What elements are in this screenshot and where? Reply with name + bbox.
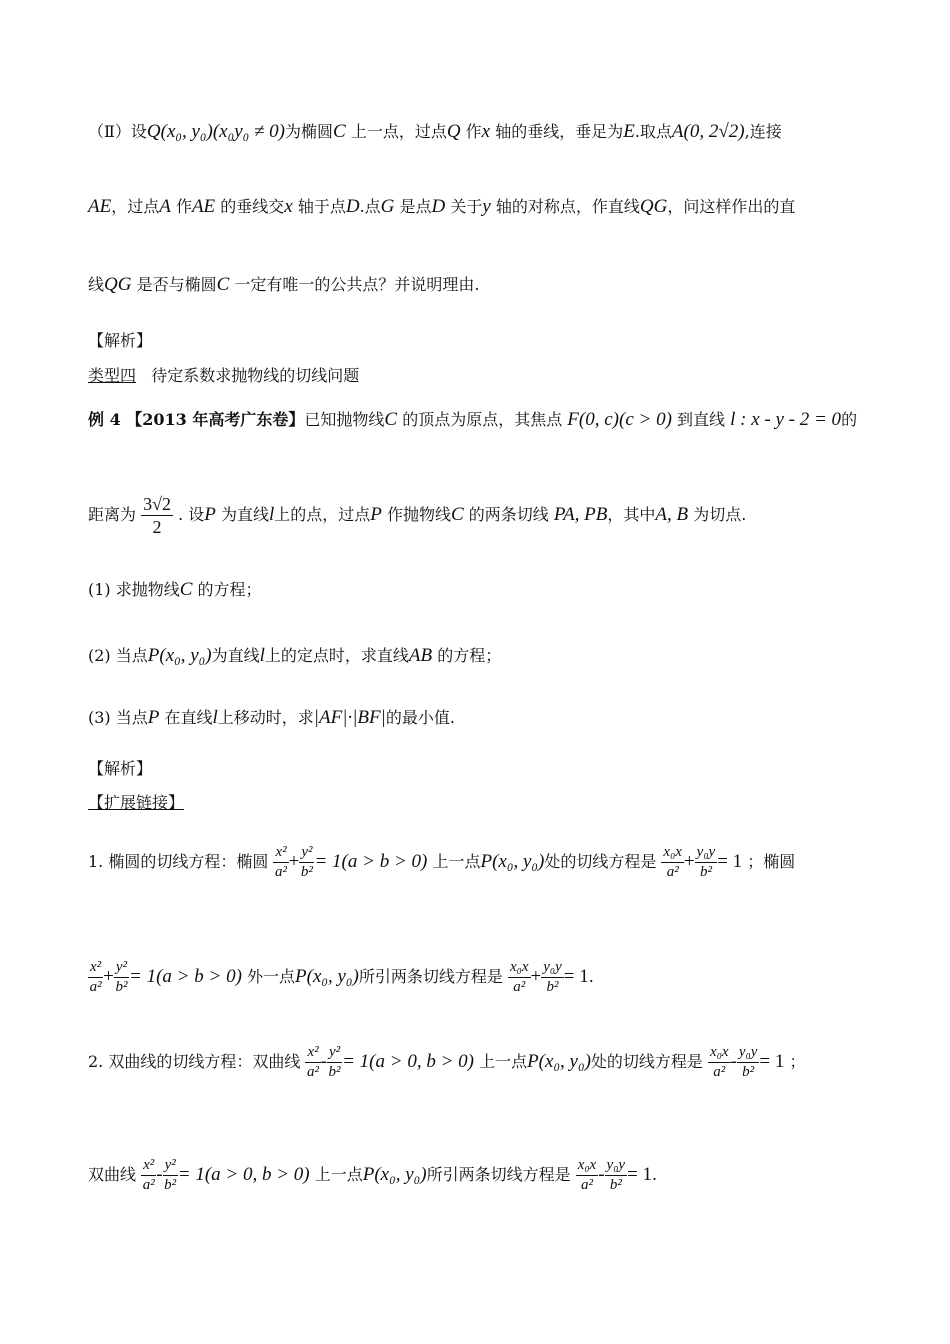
type4-title: 待定系数求抛物线的切线问题	[151, 366, 360, 385]
text: .取点	[634, 122, 672, 141]
math-A: A(0, 2√2)	[671, 121, 745, 142]
math-D: D	[431, 196, 446, 217]
math-P0: P(x₀, y₀)	[527, 1051, 591, 1072]
math-QG: QG	[639, 196, 668, 217]
plus: +	[288, 851, 300, 872]
ellipse-condition: = 1(a > b > 0)	[129, 966, 242, 987]
tangent-frac-y	[605, 1158, 628, 1193]
text: 已知抛物线	[304, 410, 385, 429]
num: y²	[163, 1158, 178, 1176]
den: b²	[742, 1064, 755, 1080]
den: b²	[546, 979, 559, 995]
ext-item-1	[88, 845, 795, 880]
text: 的方程；	[437, 646, 502, 665]
text: 作抛物线	[387, 505, 452, 524]
question-1	[88, 580, 262, 599]
den: b²	[328, 1064, 341, 1080]
text: 一定有唯一的公共点？并说明理由.	[234, 275, 480, 294]
text: ；	[789, 1052, 806, 1071]
type4-heading	[88, 368, 359, 384]
text: 上一点，过点	[350, 122, 447, 141]
math-AE: AE	[191, 196, 216, 217]
den: a²	[142, 1177, 155, 1193]
num: y₀y	[737, 1045, 760, 1063]
text: 的两条切线	[468, 505, 549, 524]
text: 处的切线方程是	[590, 1052, 703, 1071]
minus: -	[598, 1164, 605, 1185]
text: 的方程；	[197, 580, 262, 599]
den: b²	[699, 864, 712, 880]
num: x₀x	[661, 845, 684, 863]
ellipse-condition: = 1(a > b > 0)	[314, 851, 428, 872]
math-l: l	[259, 645, 265, 666]
text: 关于	[450, 197, 483, 216]
part2-line1	[88, 122, 782, 141]
text: 所引两条切线方程是	[426, 1165, 571, 1184]
math-AF-BF: |AF|·|BF|	[313, 707, 386, 728]
text: 轴于点	[297, 197, 346, 216]
math-P: P	[370, 504, 382, 525]
text: ，其中	[607, 505, 656, 524]
text: 在直线	[164, 708, 213, 727]
den: a²	[713, 1064, 726, 1080]
num: x²	[141, 1158, 156, 1176]
text: 距离为	[88, 505, 137, 524]
math-P0: P(x₀, y₀)	[295, 966, 359, 987]
analysis-heading-1: 【解析】	[88, 331, 153, 350]
math-P0: P(x₀, y₀)	[480, 851, 545, 872]
math-E: E	[623, 121, 635, 142]
num: y₀y	[541, 960, 564, 978]
text: 作	[175, 197, 192, 216]
minus: -	[730, 1051, 737, 1072]
text: .	[588, 967, 594, 986]
math-x: x	[481, 121, 491, 142]
part2-line3	[88, 275, 479, 294]
text: 上一点	[432, 852, 481, 871]
example4-line2	[88, 495, 746, 536]
num: x₀x	[708, 1045, 731, 1063]
plus: +	[103, 966, 114, 987]
math-AB: AB	[408, 645, 433, 666]
fraction-numerator: 3√2	[143, 494, 171, 514]
math-A-B: A, B	[655, 504, 689, 525]
text: 的	[841, 410, 858, 429]
text: .	[652, 1165, 658, 1184]
type4-label: 类型四	[88, 366, 137, 385]
minus: -	[320, 1051, 327, 1072]
math-P0: P(x₀, y₀)	[147, 645, 212, 666]
math-QG: QG	[104, 274, 132, 295]
text: 为椭圆	[285, 122, 334, 141]
text: （Ⅱ）设	[88, 122, 147, 141]
equals-one: = 1	[563, 966, 589, 987]
den: a²	[580, 1177, 593, 1193]
num: x₀x	[508, 960, 531, 978]
text: 上的定点时，求直线	[264, 646, 409, 665]
tangent-frac-y	[737, 1045, 760, 1080]
distance-fraction	[141, 495, 173, 536]
text: 上的点，过点	[274, 505, 371, 524]
ellipse-frac-x	[88, 960, 103, 995]
math-line-l: l : x - y - 2 = 0	[730, 409, 842, 430]
text: 处的切线方程是	[544, 852, 657, 871]
den: a²	[513, 979, 526, 995]
analysis-heading-2: 【解析】	[88, 759, 153, 778]
ext-item-2b	[88, 1158, 657, 1193]
equals-one: = 1	[627, 1164, 653, 1185]
tangent-frac-y	[541, 960, 564, 995]
extension-heading	[88, 795, 184, 811]
text: 所引两条切线方程是	[358, 967, 503, 986]
extension-label: 【扩展链接】	[88, 793, 185, 812]
hyperbola-frac-y	[327, 1045, 342, 1080]
math-x: x	[284, 196, 293, 217]
text: ,连接	[744, 122, 782, 141]
text: (2) 当点	[88, 646, 148, 665]
math-C: C	[333, 121, 346, 142]
text: 的顶点为原点，其焦点	[402, 410, 563, 429]
hyperbola-frac-y	[163, 1158, 178, 1193]
text: 2. 双曲线的切线方程：双曲线	[88, 1052, 301, 1071]
den: b²	[115, 979, 128, 995]
equals-one: = 1	[759, 1051, 785, 1072]
text: 轴的对称点，作直线	[495, 197, 640, 216]
part2-line2	[88, 197, 795, 216]
text: 线	[88, 275, 105, 294]
text: 轴的垂线，垂足为	[495, 122, 624, 141]
text: . 设	[178, 505, 205, 524]
num: x²	[273, 845, 288, 863]
text: 双曲线	[88, 1165, 137, 1184]
math-l: l	[269, 504, 275, 525]
den: b²	[609, 1177, 622, 1193]
math-G: G	[380, 196, 395, 217]
math-y: y	[482, 196, 491, 217]
den: a²	[307, 1064, 320, 1080]
math-C: C	[384, 409, 398, 430]
hyperbola-frac-x	[305, 1045, 320, 1080]
text: 外一点	[247, 967, 296, 986]
equals-one: = 1	[717, 851, 743, 872]
question-2	[88, 646, 501, 665]
text: 的最小值.	[385, 708, 455, 727]
num: y²	[299, 845, 314, 863]
text: .点	[359, 197, 381, 216]
den: b²	[164, 1177, 177, 1193]
text: ，过点	[111, 197, 160, 216]
tangent-frac-x	[661, 845, 684, 880]
text: ，问这样作出的直	[667, 197, 796, 216]
hyperbola-frac-x	[141, 1158, 156, 1193]
math-C: C	[179, 579, 193, 600]
minus: -	[156, 1164, 163, 1185]
text: 上一点	[479, 1052, 528, 1071]
tangent-frac-x	[508, 960, 531, 995]
tangent-frac-x	[708, 1045, 731, 1080]
den: a²	[666, 864, 679, 880]
math-F: F(0, c)(c > 0)	[567, 409, 672, 430]
num: x₀x	[576, 1158, 599, 1176]
math-C: C	[216, 274, 230, 295]
text: (3) 当点	[88, 708, 148, 727]
hyperbola-condition: = 1(a > 0, b > 0)	[177, 1164, 310, 1185]
math-Q: Q(x₀, y₀)(x₀y₀ ≠ 0)	[146, 121, 286, 142]
text: 的垂线交	[220, 197, 285, 216]
text: 1. 椭圆的切线方程：椭圆	[88, 852, 269, 871]
math-A: A	[159, 196, 171, 217]
den: a²	[275, 864, 288, 880]
math-P0: P(x₀, y₀)	[362, 1164, 427, 1185]
example4-label: 例 4 【2013 年高考广东卷】	[88, 410, 305, 429]
text: 为切点.	[693, 505, 747, 524]
num: y²	[114, 960, 129, 978]
ellipse-frac-x	[273, 845, 288, 880]
tangent-frac-x	[576, 1158, 599, 1193]
math-PA-PB: PA, PB	[553, 504, 608, 525]
example4-line1	[88, 410, 857, 429]
math-Q: Q	[446, 121, 461, 142]
text: (1) 求抛物线	[88, 580, 180, 599]
text: 是否与椭圆	[136, 275, 217, 294]
num: y₀y	[605, 1158, 628, 1176]
ellipse-frac-y	[114, 960, 129, 995]
text: 上一点	[314, 1165, 363, 1184]
den: a²	[89, 979, 102, 995]
text: 是点	[399, 197, 432, 216]
math-C: C	[451, 504, 464, 525]
math-l: l	[212, 707, 218, 728]
num: y₀y	[695, 845, 718, 863]
ext-item-2	[88, 1045, 806, 1080]
text: 为直线	[220, 505, 269, 524]
plus: +	[683, 851, 695, 872]
math-P: P	[204, 504, 216, 525]
text: 为直线	[211, 646, 260, 665]
hyperbola-condition: = 1(a > 0, b > 0)	[342, 1051, 474, 1072]
plus: +	[530, 966, 542, 987]
ellipse-frac-y	[299, 845, 314, 880]
question-3	[88, 708, 455, 727]
num: x²	[305, 1045, 320, 1063]
fraction-denominator: 2	[152, 517, 162, 537]
tangent-frac-y	[695, 845, 718, 880]
text: 上移动时，求	[217, 708, 314, 727]
num: x²	[88, 960, 103, 978]
ext-item-1b	[88, 960, 594, 995]
text: 到直线	[677, 410, 726, 429]
math-D: D	[345, 196, 360, 217]
text: ；椭圆	[747, 852, 796, 871]
text: 作	[465, 122, 482, 141]
den: b²	[300, 864, 313, 880]
math-P: P	[147, 707, 160, 728]
math-AE: AE	[88, 196, 112, 217]
num: y²	[327, 1045, 342, 1063]
